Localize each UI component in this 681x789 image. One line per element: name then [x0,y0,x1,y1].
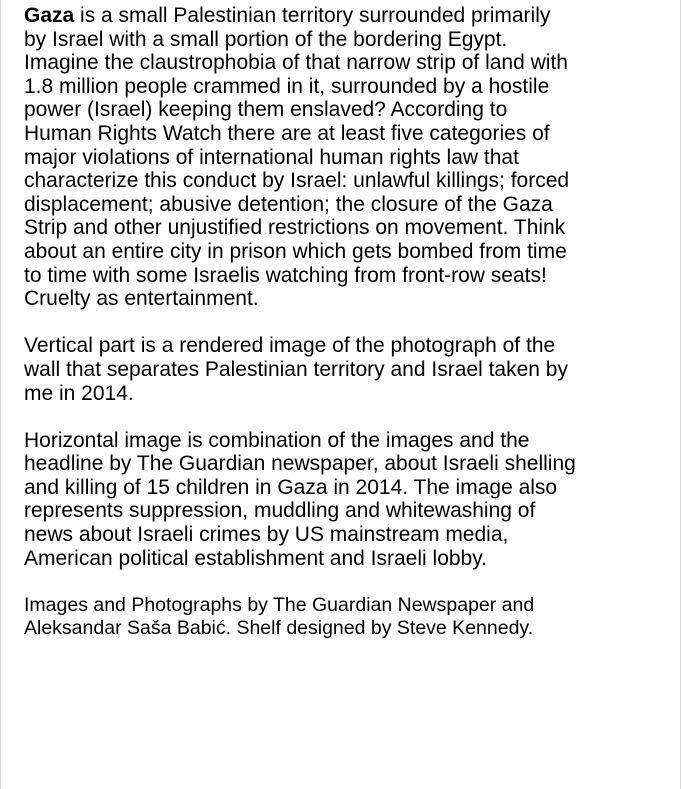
paragraph-vertical-part: Vertical part is a rendered image of the photograph of the wall that separates Palestinian territory and Israel taken by me in 2014. [24,334,568,405]
text-body [24,4,664,665]
gaza-intro-text: is a small Palestinian territory surrounded primarily by Israel with a small portion of the bordering Egypt. Imagine the claustrophobia of that narrow strip of land with 1.8 million people crammed in it, surrounded by a hostile power (Israel) keeping them enslaved? According to Human Rights Watch there are at least five categories of major violations of international human rights law that characterize this conduct by Israel: unlawful killings; forced displacement; abusive detention; the closure of the Gaza Strip and other unjustified restrictions on movement. Think about an entire city in prison which gets bombed from time to time with some Israelis watching from front-row seats! Cruelty as entertainment. [24,4,570,311]
paragraph-horizontal-image: Horizontal image is combination of the images and the headline by The Guardian newspaper, about Israeli shelling and killing of 15 children in Gaza in 2014. The image also represents suppression, muddling and whitewashing of news about Israeli crimes by US mainstream media, American political establishment and Israeli lobby. [24,428,576,570]
paragraph-credits: Images and Photographs by The Guardian Newspaper and Aleksandar Saša Babić. Shelf designed by Steve Kennedy. [24,593,535,640]
paragraph-gaza-intro [24,4,664,311]
gaza-heading: Gaza [24,4,75,27]
